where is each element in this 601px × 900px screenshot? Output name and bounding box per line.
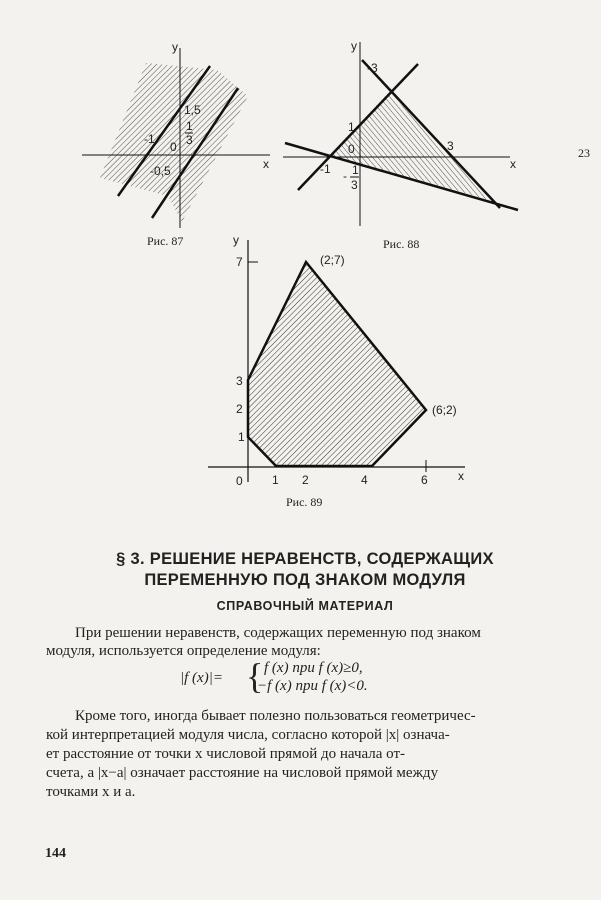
para2-line4: счета, а |x−a| означает расстояние на числовой прямой между	[46, 765, 439, 781]
fig88-label-3: 3	[447, 139, 454, 153]
fig88-label-neg1: -1	[320, 162, 331, 176]
fig89-x-label: x	[458, 469, 464, 483]
fig89-label-x4: 4	[361, 473, 368, 487]
fig89-point-2-7: (2;7)	[320, 253, 345, 267]
fig89-y-label: y	[233, 233, 239, 247]
fig88-label-neg3: -3	[367, 61, 378, 75]
section-heading	[60, 549, 550, 591]
para2-line1: Кроме того, иногда бывает полезно пользоваться геометричес-	[75, 708, 476, 724]
fig87-label-0: 0	[170, 140, 177, 154]
fig88-y-label: y	[351, 39, 357, 53]
fig87-label-neg05: -0,5	[150, 164, 171, 178]
figure-87	[82, 40, 270, 248]
para1-line2: модуля, используется определение модуля:	[46, 643, 321, 659]
fig89-hatched-polygon	[248, 262, 426, 466]
formula-brace: {	[246, 656, 264, 696]
figure-88	[283, 39, 518, 251]
side-page-number: 23	[578, 146, 590, 160]
fig87-y-label: y	[172, 40, 178, 54]
section-heading-line1: § 3. РЕШЕНИЕ НЕРАВЕНСТВ, СОДЕРЖАЩИХ	[116, 550, 494, 568]
fig88-label-1: 1	[348, 120, 355, 134]
fig88-label-0: 0	[348, 142, 355, 156]
fig88-caption: Рис. 88	[383, 237, 420, 251]
fig89-label-y1: 1	[238, 430, 245, 444]
fig89-label-y2: 2	[236, 402, 243, 416]
fig87-label-1-5: 1,5	[184, 103, 201, 117]
fig89-label-y3: 3	[236, 374, 243, 388]
para2-line5: точками x и a.	[46, 784, 136, 800]
fig89-label-x2: 2	[302, 473, 309, 487]
subheading: СПРАВОЧНЫЙ МАТЕРИАЛ	[216, 599, 394, 613]
figure-89	[208, 233, 465, 509]
fig89-label-x6: 6	[421, 473, 428, 487]
fig89-label-x0: 0	[236, 474, 243, 488]
fig88-label-minus: -	[343, 169, 347, 183]
para2-line3: ет расстояние от точки x числовой прямой до начала от-	[46, 746, 406, 762]
fig88-label-frac-num: 1	[352, 163, 359, 177]
fig89-caption: Рис. 89	[286, 495, 323, 509]
fig88-x-label: x	[510, 157, 516, 171]
formula-lhs: |f (x)|=	[180, 670, 223, 686]
fig88-label-frac-den: 3	[351, 178, 358, 192]
fig87-caption: Рис. 87	[147, 234, 184, 248]
fig89-point-6-2: (6;2)	[432, 403, 457, 417]
fig87-label-3: 3	[186, 133, 193, 147]
formula-case2: −f (x) при f (x)<0.	[257, 678, 368, 694]
fig89-label-y7: 7	[236, 255, 243, 269]
section-heading-line2: ПЕРЕМЕННУЮ ПОД ЗНАКОМ МОДУЛЯ	[144, 571, 466, 589]
fig87-label-1: 1	[186, 119, 193, 133]
formula-case1: f (x) при f (x)≥0,	[264, 660, 363, 676]
page-number: 144	[45, 846, 66, 861]
fig87-x-label: x	[263, 157, 269, 171]
modulus-formula	[180, 656, 440, 699]
fig89-label-x1: 1	[272, 473, 279, 487]
fig87-label-neg1: -1	[144, 132, 155, 146]
para1-line1: При решении неравенств, содержащих переменную под знаком	[75, 625, 481, 641]
para2-line2: кой интерпретацией модуля числа, согласно которой |x| означа-	[46, 727, 450, 743]
